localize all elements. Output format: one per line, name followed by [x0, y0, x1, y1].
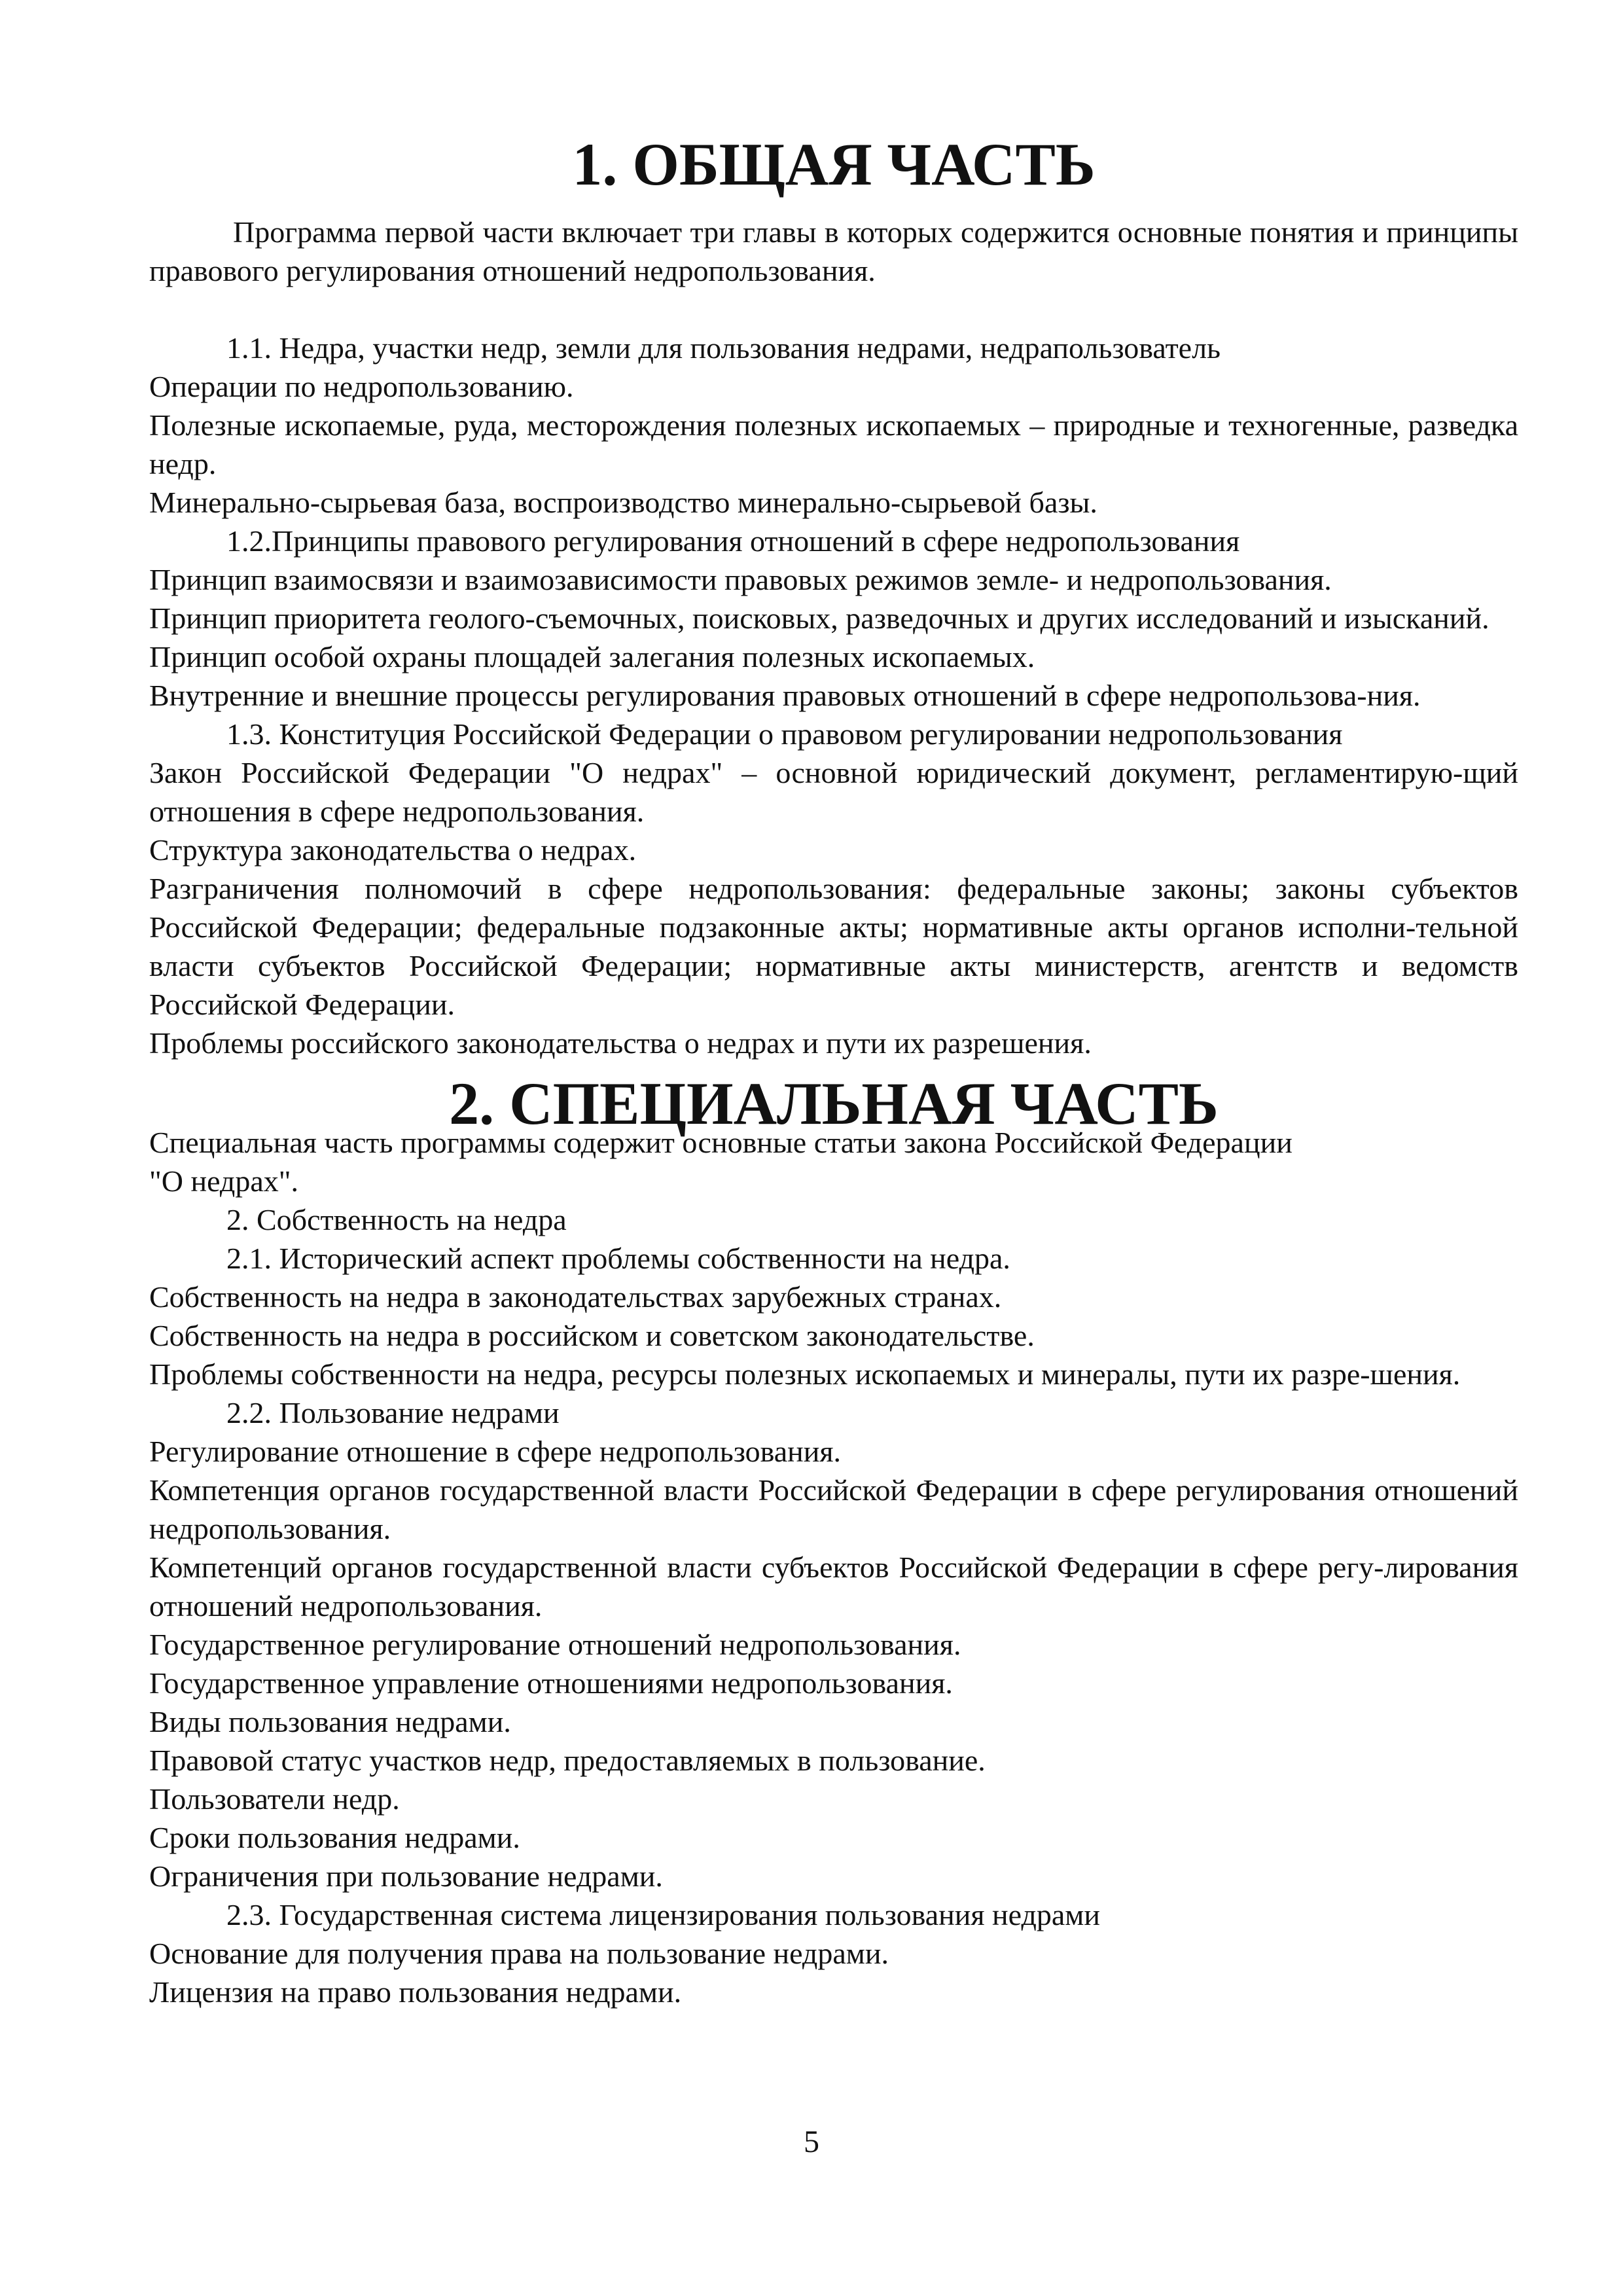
subsection-1-2-title: 1.2.Принципы правового регулирования отношений в сфере недропользования	[226, 524, 1240, 558]
paragraph: Минерально-сырьевая база, воспроизводство минерально-сырьевой базы.	[149, 486, 1097, 519]
paragraph: Собственность на недра в российском и советском законодательстве.	[149, 1319, 1035, 1352]
section-1-intro: Программа первой части включает три главы в которых содержится основные понятия и принципы правового регулирования отношений недропользования.	[149, 215, 1518, 287]
paragraph: Полезные ископаемые, руда, месторождения полезных ископаемых – природные и техногенные, разведка недр.	[149, 408, 1518, 480]
subsection-2-title: 2. Собственность на недра	[226, 1203, 567, 1236]
paragraph: "О недрах".	[149, 1164, 299, 1198]
section-1-heading: 1. ОБЩАЯ ЧАСТЬ	[572, 131, 1096, 198]
paragraph: Лицензия на право пользования недрами.	[149, 1975, 682, 2009]
paragraph: Пользователи недр.	[149, 1782, 400, 1816]
paragraph: Проблемы российского законодательства о недрах и пути их разрешения.	[149, 1026, 1092, 1060]
paragraph: Компетенций органов государственной власти субъектов Российской Федерации в сфере регу-лирования отношений недропользования.	[149, 1551, 1518, 1623]
page-content	[149, 131, 1518, 2011]
paragraph: Внутренние и внешние процессы регулирования правовых отношений в сфере недропользова-ния.	[149, 679, 1421, 712]
subsection-1-3-title: 1.3. Конституция Российской Федерации о правовом регулировании недропользования	[226, 717, 1343, 751]
paragraph: Правовой статус участков недр, предоставляемых в пользование.	[149, 1744, 986, 1777]
paragraph: Принцип приоритета геолого-съемочных, поисковых, разведочных и других исследований и изысканий.	[149, 601, 1489, 635]
paragraph: Специальная часть программы содержит основные статьи закона Российской Федерации	[149, 1126, 1293, 1159]
paragraph: Принцип взаимосвязи и взаимозависимости правовых режимов земле- и недропользования.	[149, 563, 1332, 596]
section-2-heading: 2. СПЕЦИАЛЬНАЯ ЧАСТЬ	[449, 1070, 1219, 1137]
paragraph: Компетенция органов государственной власти Российской Федерации в сфере регулирования отношений недропользования.	[149, 1473, 1518, 1545]
paragraph: Закон Российской Федерации "О недрах" – основной юридический документ, регламентирую-щий отношения в сфере недропользования.	[149, 756, 1518, 828]
paragraph: Регулирование отношение в сфере недропользования.	[149, 1435, 842, 1468]
paragraph: Проблемы собственности на недра, ресурсы полезных ископаемых и минералы, пути их разре-шения.	[149, 1357, 1461, 1391]
paragraph: Государственное регулирование отношений недропользования.	[149, 1628, 961, 1661]
paragraph: Разграничения полномочий в сфере недропользования: федеральные законы; законы субъектов Российской Федерации; федеральные подзаконные акты; нормативные акты органов исполни-тельной власти субъектов Российской Федерации; нормативные акты министерств, агентств и ведомств Российской Федерации.	[149, 872, 1518, 1021]
paragraph: Принцип особой охраны площадей залегания полезных ископаемых.	[149, 640, 1035, 673]
subsection-2-1-title: 2.1. Исторический аспект проблемы собственности на недра.	[226, 1242, 1010, 1275]
subsection-1-1-title: 1.1. Недра, участки недр, земли для пользования недрами, недрапользователь	[226, 331, 1221, 365]
paragraph: Ограничения при пользование недрами.	[149, 1859, 663, 1893]
paragraph: Основание для получения права на пользование недрами.	[149, 1937, 889, 1970]
paragraph: Структура законодательства о недрах.	[149, 833, 637, 867]
paragraph: Собственность на недра в законодательствах зарубежных странах.	[149, 1280, 1002, 1314]
page-number: 5	[804, 2125, 819, 2159]
subsection-2-2-title: 2.2. Пользование недрами	[226, 1396, 560, 1429]
subsection-2-3-title: 2.3. Государственная система лицензирования пользования недрами	[226, 1898, 1100, 1931]
paragraph: Государственное управление отношениями недропользования.	[149, 1666, 953, 1700]
paragraph: Операции по недропользованию.	[149, 370, 574, 403]
paragraph: Виды пользования недрами.	[149, 1705, 511, 1738]
paragraph: Сроки пользования недрами.	[149, 1821, 520, 1854]
